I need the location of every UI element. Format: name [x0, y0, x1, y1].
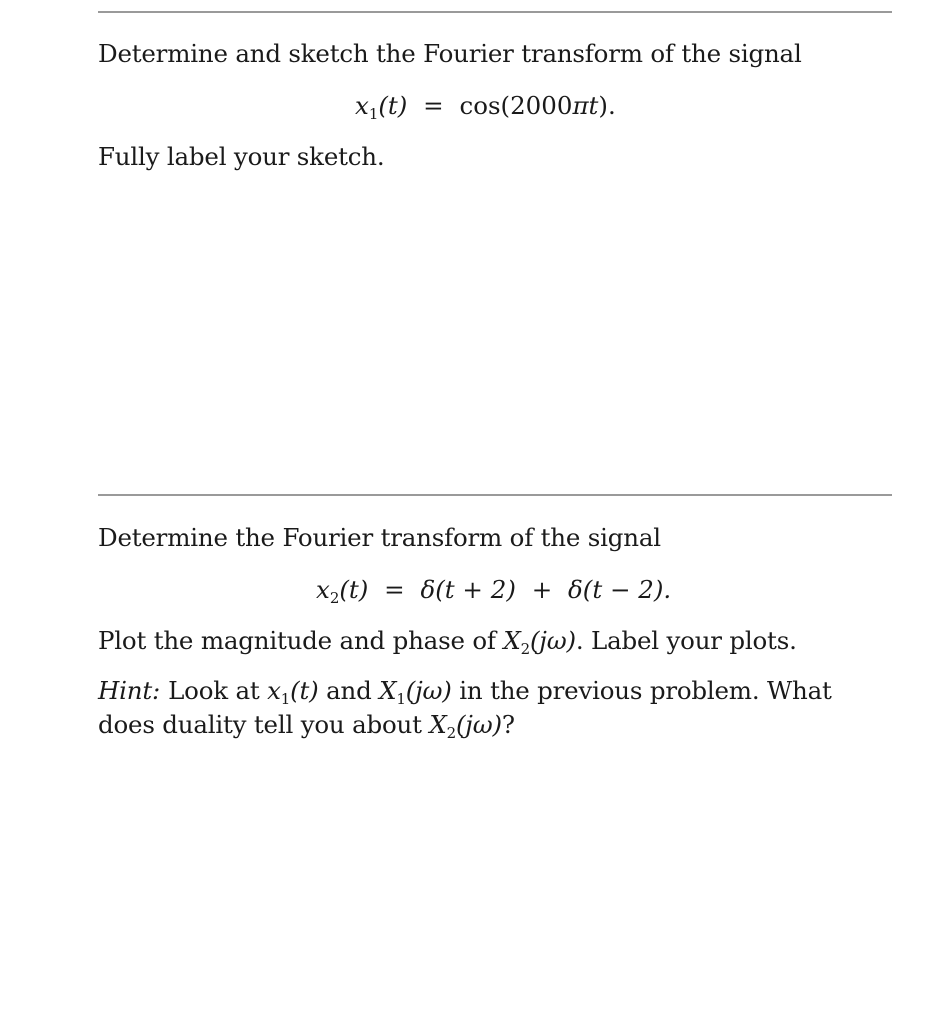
eq2-lhs-var: x [316, 575, 330, 604]
hint-X1-sub: 1 [396, 690, 406, 708]
eq2-equals: = [384, 575, 405, 604]
problem1-prompt: Determine and sketch the Fourier transform of the signal [98, 39, 802, 68]
eq1-t: t [588, 91, 599, 120]
eq1-lhs-arg: (t) [378, 91, 408, 120]
eq1-lhs-sub: 1 [368, 105, 379, 123]
eq2-plus: + [531, 575, 553, 604]
middle-divider [98, 494, 892, 496]
eq1-open: (2000 [500, 91, 573, 120]
eq1-func: cos [459, 91, 501, 120]
problem2-equation [316, 574, 671, 609]
hint-X1: X [379, 676, 397, 705]
instr-X-sub: 2 [520, 640, 530, 658]
eq2-lhs-sub: 2 [329, 589, 340, 607]
instr-before: Plot the magnitude and phase of [98, 626, 496, 655]
hint-X2-arg: (jω) [455, 710, 502, 739]
hint-line2-after: ? [501, 710, 515, 739]
instr-after: . Label your plots. [575, 626, 797, 655]
problem2-prompt: Determine the Fourier transform of the signal [98, 523, 661, 552]
hint-x: x [267, 676, 281, 705]
problem1-instruction: Fully label your sketch. [98, 142, 385, 171]
hint-x-sub: 1 [280, 690, 291, 708]
hint-X1-arg: (jω) [405, 676, 452, 705]
hint-X2-sub: 2 [446, 724, 456, 742]
hint-x-arg: (t) [290, 676, 319, 705]
eq1-close: ). [598, 91, 616, 120]
problem1-equation [355, 90, 616, 125]
hint-label: Hint: [98, 676, 161, 705]
hint-line2 [98, 709, 515, 744]
eq1-lhs-var: x [355, 91, 369, 120]
eq2-delta1: δ [420, 575, 436, 604]
hint-and: and [326, 676, 372, 705]
hint-line2-before: does duality tell you about [98, 710, 422, 739]
instr-X-arg: (jω) [529, 626, 576, 655]
eq1-equals: = [423, 91, 444, 120]
eq2-lhs-arg: (t) [339, 575, 369, 604]
hint-line1 [98, 675, 832, 710]
hint-text1: Look at [168, 676, 260, 705]
eq2-term2-arg: (t − 2). [582, 575, 672, 604]
top-divider [98, 11, 892, 13]
instr-X: X [503, 626, 521, 655]
hint-text2: in the previous problem. What [459, 676, 832, 705]
problem2-instruction [98, 625, 797, 660]
eq2-delta2: δ [568, 575, 583, 604]
hint-X2: X [429, 710, 447, 739]
eq2-term1-arg: (t + 2) [435, 575, 516, 604]
eq1-pi: π [572, 91, 589, 120]
